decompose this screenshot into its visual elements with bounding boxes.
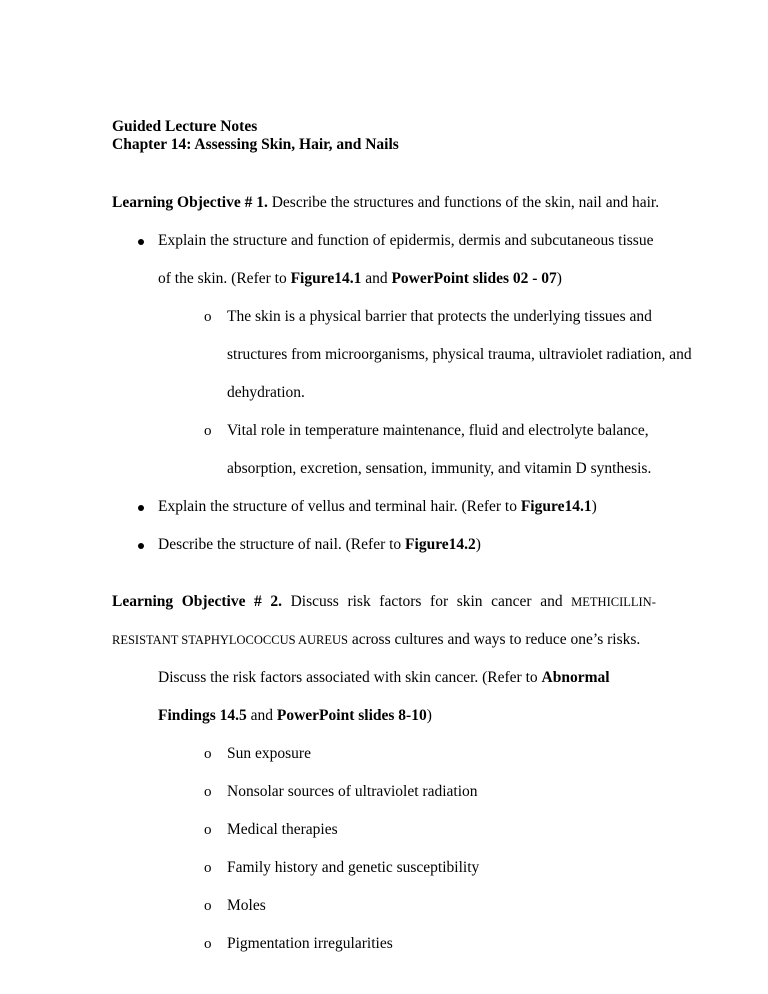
learning-objective-2-line1 (112, 593, 656, 611)
lo1-bullet1-text: of the skin. (Refer to (158, 270, 291, 287)
mrsa-term: RESISTANT STAPHYLOCOCCUS AUREUS (112, 633, 349, 647)
lo2-intro-line1 (158, 669, 610, 687)
lo2-intro-line2 (158, 707, 432, 725)
lo1-bullet3-close: ) (475, 536, 481, 553)
lo1-bullet2-text: Explain the structure of vellus and terminal hair. (Refer to (158, 498, 521, 515)
lo1-bullet2-close: ) (591, 498, 597, 515)
figure-ref: Figure14.1 (290, 270, 362, 287)
lo2-word: for (430, 593, 449, 610)
lo2-word: Learning (112, 593, 174, 610)
lo1-label: Learning Objective # 1. (112, 194, 268, 211)
bullet-circle-icon: o (204, 309, 212, 325)
lo2-text: across cultures and ways to reduce one’s risks. (348, 631, 641, 648)
lo2-intro-text: Discuss the risk factors associated with skin cancer. (Refer to (158, 669, 542, 686)
bullet-circle-icon: o (204, 784, 212, 800)
lo2-intro-and: and (246, 707, 277, 724)
lo2-word: factors (379, 593, 422, 610)
lo2-word: and (540, 593, 563, 610)
lo2-word: skin (456, 593, 483, 610)
bullet-circle-icon: o (204, 860, 212, 876)
powerpoint-ref: PowerPoint slides 02 - 07 (391, 270, 557, 287)
bullet-circle-icon: o (204, 822, 212, 838)
lo1-bullet1-line1: Explain the structure and function of epidermis, dermis and subcutaneous tissue (158, 232, 654, 249)
abnormal-findings-ref: Findings 14.5 (158, 707, 247, 724)
sub2-line2: absorption, excretion, sensation, immunity, and vitamin D synthesis. (227, 460, 652, 477)
sub1-line3: dehydration. (227, 384, 305, 401)
bullet-dot-icon (138, 543, 144, 549)
sub1-line1: The skin is a physical barrier that protects the underlying tissues and (227, 308, 652, 325)
powerpoint-ref: PowerPoint slides 8-10 (276, 707, 427, 724)
lo2-word: Discuss (290, 593, 339, 610)
abnormal-findings-ref: Abnormal (541, 669, 610, 686)
lo2-word: # (254, 593, 262, 610)
lo1-text: Describe the structures and functions of the skin, nail and hair. (267, 194, 660, 211)
bullet-circle-icon: o (204, 898, 212, 914)
lo2-word: Objective (181, 593, 246, 610)
risk-item: Sun exposure (227, 745, 311, 762)
lo1-bullet1-close: ) (556, 270, 562, 287)
lo2-word: METHICILLIN- (571, 595, 656, 609)
lo1-bullet3 (158, 536, 481, 554)
risk-item: Nonsolar sources of ultraviolet radiation (227, 783, 478, 800)
document-title: Guided Lecture Notes (112, 118, 258, 135)
lo1-bullet1-line2 (158, 270, 562, 288)
risk-item: Moles (227, 897, 266, 914)
learning-objective-2-line2 (112, 631, 640, 649)
learning-objective-1 (112, 194, 659, 212)
bullet-circle-icon: o (204, 936, 212, 952)
risk-item: Pigmentation irregularities (227, 935, 393, 952)
risk-item: Family history and genetic susceptibility (227, 859, 480, 876)
lo1-bullet1-and: and (361, 270, 392, 287)
figure-ref: Figure14.2 (405, 536, 476, 553)
risk-item: Medical therapies (227, 821, 338, 838)
bullet-dot-icon (138, 239, 144, 245)
lo2-word: cancer (491, 593, 532, 610)
bullet-circle-icon: o (204, 423, 212, 439)
figure-ref: Figure14.1 (520, 498, 592, 515)
lo2-intro-close: ) (426, 707, 432, 724)
lo2-word: risk (347, 593, 371, 610)
sub2-line1: Vital role in temperature maintenance, fluid and electrolyte balance, (227, 422, 649, 439)
lo1-bullet2 (158, 498, 597, 516)
sub1-line2: structures from microorganisms, physical trauma, ultraviolet radiation, and (227, 346, 692, 363)
lo2-word: 2. (270, 593, 283, 610)
bullet-dot-icon (138, 505, 144, 511)
lo1-bullet3-text: Describe the structure of nail. (Refer to (158, 536, 406, 553)
chapter-title: Chapter 14: Assessing Skin, Hair, and Nails (112, 136, 399, 153)
bullet-circle-icon: o (204, 746, 212, 762)
